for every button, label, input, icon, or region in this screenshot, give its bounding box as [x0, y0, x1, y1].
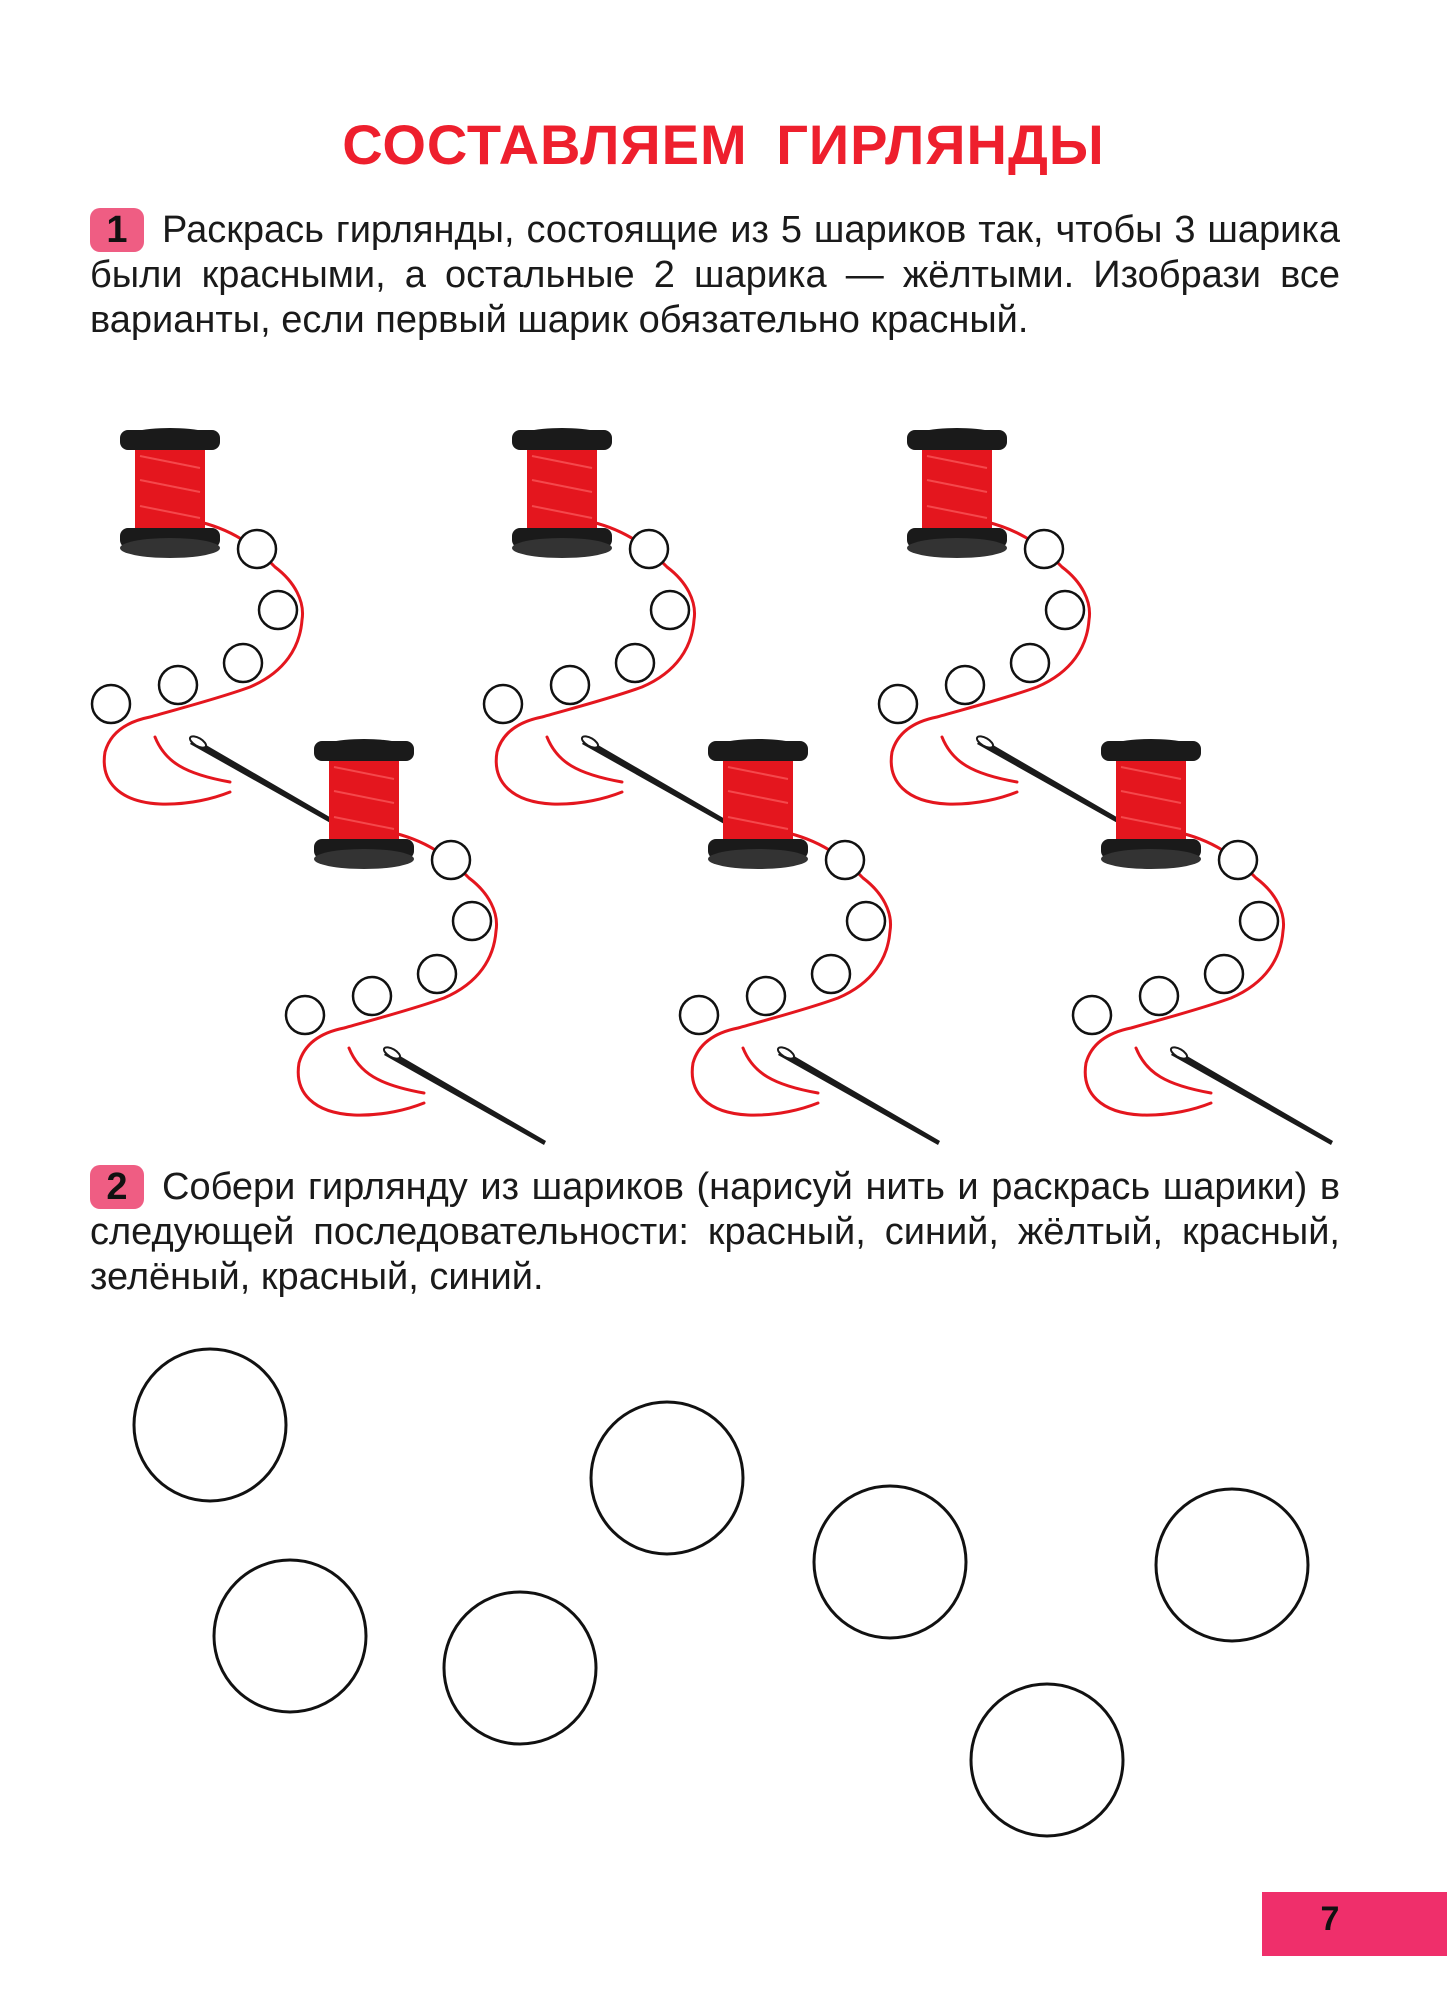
bead-icon: [826, 841, 864, 879]
empty-circle-1: [134, 1349, 286, 1501]
bead-icon: [224, 644, 262, 682]
bead-icon: [1240, 902, 1278, 940]
bead-icon: [1073, 996, 1111, 1034]
bead-icon: [946, 666, 984, 704]
task-2-number-badge: 2: [90, 1165, 144, 1209]
bead-icon: [747, 977, 785, 1015]
bead-icon: [630, 530, 668, 568]
task-2-text: Собери гирлянду из шариков (нарисуй нить и раскрась шарики) в следующей последовательности: красный, синий, жёлтый, красный, зелёный, красный, синий.: [90, 1166, 1340, 1298]
thread-spool-icon: [1101, 739, 1201, 869]
empty-circle-2: [591, 1402, 743, 1554]
bead-icon: [238, 530, 276, 568]
bead-icon: [92, 685, 130, 723]
thread-spool-icon: [708, 739, 808, 869]
bead-icon: [159, 666, 197, 704]
bead-icon: [847, 902, 885, 940]
garland-6: [1073, 739, 1333, 1145]
thread-spool-icon: [314, 739, 414, 869]
task-1-text: Раскрась гирлянды, состоящие из 5 шариков так, чтобы 3 шарика были красными, а остальные 2 шарика — жёлтыми. Изобрази все варианты, если первый шарик обязательно красный.: [90, 209, 1340, 341]
needle-icon: [776, 1045, 940, 1145]
bead-icon: [1046, 591, 1084, 629]
bead-icon: [1205, 955, 1243, 993]
bead-icon: [879, 685, 917, 723]
garland-3: [879, 428, 1139, 834]
bead-icon: [616, 644, 654, 682]
bead-icon: [353, 977, 391, 1015]
page-title: СОСТАВЛЯЕМ ГИРЛЯНДЫ: [342, 113, 1105, 176]
empty-circle-3: [214, 1560, 366, 1712]
bead-icon: [453, 902, 491, 940]
thread-icon: [891, 522, 1089, 804]
thread-icon: [1085, 833, 1283, 1115]
needle-icon: [382, 1045, 546, 1145]
thread-icon: [298, 833, 496, 1115]
thread-spool-icon: [907, 428, 1007, 558]
page-number-tab: [1262, 1892, 1447, 1956]
garland-5: [680, 739, 940, 1145]
bead-icon: [680, 996, 718, 1034]
bead-icon: [812, 955, 850, 993]
thread-icon: [104, 522, 302, 804]
bead-icon: [432, 841, 470, 879]
garland-1: [92, 428, 352, 834]
bead-icon: [259, 591, 297, 629]
bead-icon: [1140, 977, 1178, 1015]
empty-circle-5: [814, 1486, 966, 1638]
garland-2: [484, 428, 744, 834]
bead-icon: [651, 591, 689, 629]
bead-icon: [418, 955, 456, 993]
bead-icon: [1011, 644, 1049, 682]
thread-spool-icon: [512, 428, 612, 558]
empty-circle-6: [1156, 1489, 1308, 1641]
empty-circle-4: [444, 1592, 596, 1744]
thread-spool-icon: [120, 428, 220, 558]
page-number: 7: [1320, 1900, 1340, 1938]
needle-icon: [1169, 1045, 1333, 1145]
task-2: [90, 1165, 1340, 1300]
bead-icon: [551, 666, 589, 704]
bead-icon: [484, 685, 522, 723]
garland-4: [286, 739, 546, 1145]
bead-icon: [1219, 841, 1257, 879]
thread-icon: [692, 833, 890, 1115]
bead-icon: [1025, 530, 1063, 568]
empty-circle-7: [971, 1684, 1123, 1836]
thread-icon: [496, 522, 694, 804]
bead-icon: [286, 996, 324, 1034]
task-1-number-badge: 1: [90, 208, 144, 252]
